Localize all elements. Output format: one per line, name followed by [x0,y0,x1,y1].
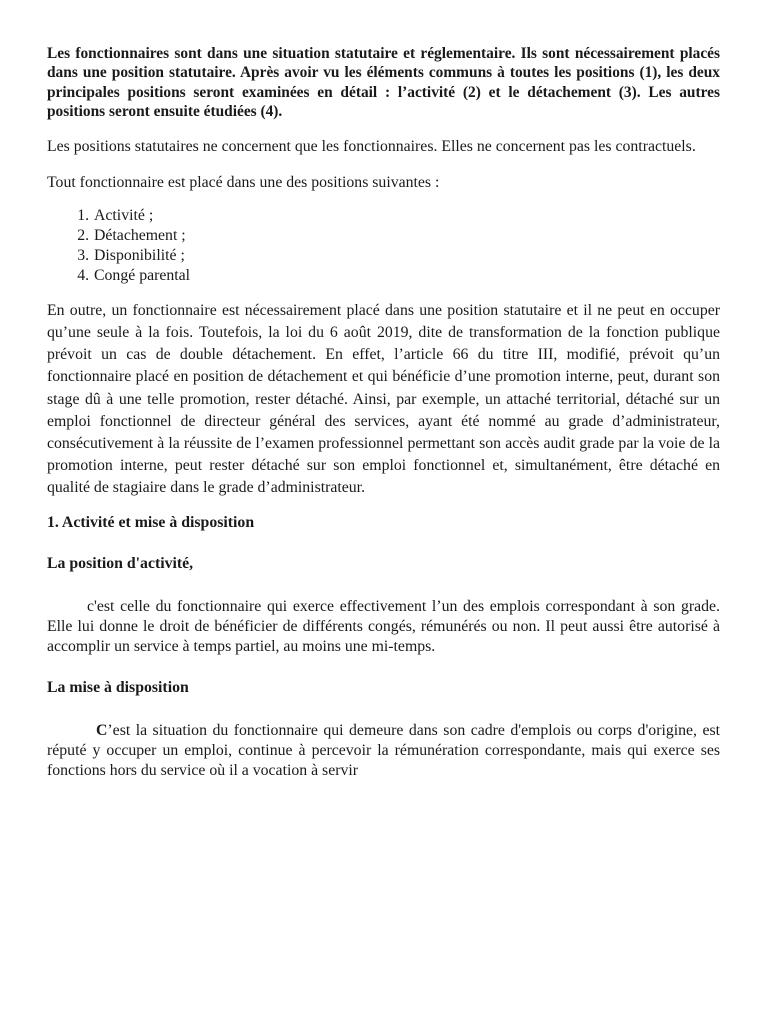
intro-paragraph: Les fonctionnaires sont dans une situation statutaire et réglementaire. Ils sont nécessairement placés dans une position statutaire. Après avoir vu les éléments communs à toutes les positions (1), les deux principales positions seront examinées en détail : l’activité (2) et le détachement (3). Les autres positions seront ensuite étudiées (4). [47,45,720,121]
drop-letter: C [96,721,108,739]
statutaires-paragraph: Les positions statutaires ne concernent que les fonctionnaires. Elles ne concernent pas les contractuels. [47,137,696,155]
list-item: 2. Détachement ; [93,226,720,246]
list-item: 3. Disponibilité ; [93,246,720,266]
mise-a-disposition-text: ’est la situation du fonctionnaire qui demeure dans son cadre d'emplois ou corps d'origine, est réputé y occuper un emploi, continue à percevoir la rémunération correspondante, mais qui exerce ses fonctions hors du service où il a vocation à servir [47,721,720,779]
list-item: 1. Activité ; [93,206,720,226]
document-page [47,44,720,781]
double-detachement-paragraph: En outre, un fonctionnaire est nécessairement placé dans une position statutaire et il ne peut en occuper qu’une seule à la fois. Toutefois, la loi du 6 août 2019, dite de transformation de la fonction publique prévoit un cas de double détachement. En effet, l’article 66 du titre III, modifié, prévoit qu’un fonctionnaire placé en position de détachement et qui bénéficie d’une promotion interne, peut, durant son stage dû à une telle promotion, rester détaché. Ainsi, par exemple, un attaché territorial, détaché sur un emploi fonctionnel de directeur général des services, ayant été nommé au grade d’administrateur, consécutivement à la réussite de l’examen professionnel permettant son accès audit grade par la voie de la promotion interne, peut rester détaché sur son emploi fonctionnel et, simultanément, être détaché en qualité de stagiaire dans le grade d’administrateur. [47,301,720,497]
activite-paragraph: c'est celle du fonctionnaire qui exerce effectivement l’un des emplois correspondant à son grade. Elle lui donne le droit de bénéficier de différents congés, rémunérés ou non. Il peut aussi être autorisé à accomplir un service à temps partiel, au moins une mi-temps. [47,597,720,655]
mise-a-disposition-paragraph [47,721,720,781]
subsection-heading-activite: La position d'activité, [47,554,194,572]
positions-intro-paragraph: Tout fonctionnaire est placé dans une des positions suivantes : [47,173,440,191]
section-heading: 1. Activité et mise à disposition [47,513,255,531]
list-item: 4. Congé parental [93,266,720,286]
subsection-heading-mise-a-disposition: La mise à disposition [47,678,189,696]
positions-list [47,206,720,286]
